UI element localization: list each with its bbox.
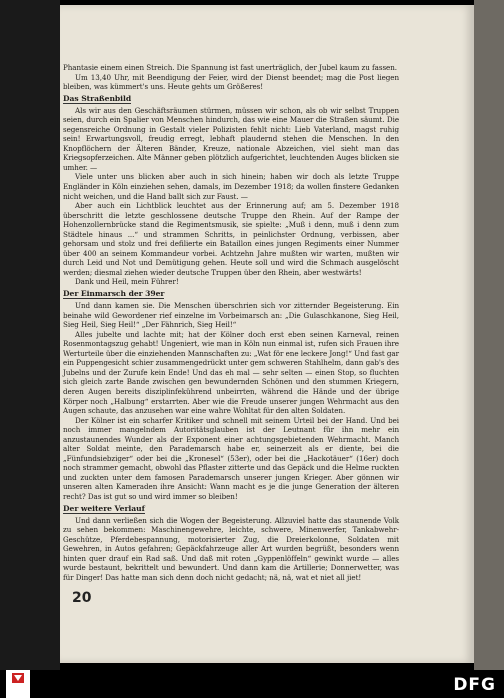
viewer-footer — [0, 670, 504, 698]
paragraph: Der Kölner ist ein scharfer Kritiker und schnell mit seinem Urteil bei der Hand. Und bei noch immer mangelndem Autoritätsglauben ist der Leutnant für ihn mehr ein anzustaunendes Wunder als der Exponent einer achtungsgebietenden Wehrmacht. Manch alter Soldat meinte, den Parademarsch habe er, seinerzeit als er diente, bei die „Fünfundsiebziger“ oder bei die „Kronesel“ (53er), oder bei die „Hackotäuer“ (16er) doch noch strammer gemacht, obwohl das Pflaster zitterte und das Gepäck und die Helme ruckten und zuckten unter dem famosen Parademarsch unserer jungen Krieger. Aber gönnen wir unseren alten Kameraden ihre Ansicht: Wann macht es je die junge Generation der älteren recht? Das ist gut so und wird immer so bleiben! — [63, 415, 399, 501]
section-heading: Der weitere Verlauf — [63, 503, 145, 513]
paragraph: Und dann verließen sich die Wogen der Begeisterung. Allzuviel hatte das staunende Volk zu sehen bekommen: Maschinengewehre, leichte, schwere, Minenwerfer, Tankabwehr-Geschütze, Pferdebespannung, motorisierter Zug, die Dreierkolonne, Soldaten mit Gewehren, in Autos gefahren; Gepäckfahrzeuge aller Art wurden begrüßt, besonders wenn hinten quer drauf ein Rad saß. Und daß mit roten „Gyppenlöffeln“ gewinkt wurde — alles wurde bestaunt, bekrittelt und bewundert. Und dann kam die Artillerie; Donnerwetter, was für Dinger! Das hatte man sich denn doch nicht gedacht; nä, nä, wat et niet all jiet! — [63, 515, 399, 582]
library-emblem-icon — [11, 672, 25, 684]
section-heading: Der Einmarsch der 39er — [63, 289, 165, 299]
scan-right-margin — [474, 0, 504, 670]
paragraph: Viele unter uns blicken aber auch in sich hinein; haben wir doch als letzte Truppe Engländer in Köln einziehen sehen, damals, im Dezember 1918; da wollen finstere Gedanken nicht weichen, und die Hand ballt sich zur Faust. — — [63, 172, 399, 201]
page-text — [63, 63, 399, 582]
dfg-logo: DFG — [453, 675, 496, 695]
library-logo — [6, 670, 30, 698]
scan-left-margin — [0, 0, 60, 670]
page-number: 20 — [72, 590, 92, 606]
paragraph: Dank und Heil, mein Führer! — [75, 277, 179, 287]
paragraph: Alles jubelte und lachte mit; hat der Kölner doch erst eben seinen Karneval, reinen Rosenmontagszug gehabt! Ungeniert, wie man in Köln nun einmal ist, rufen sich Frauen ihre Werturteile über die einziehenden Mannschaften zu: „Wat för ene leckere Jong!“ Und fast gar ein Puppengesicht schier zusammengedrückt unter gem schweren Stahlhelm, dann gab's des Jubelns und der Zurufe kein Ende! Und das eh mal — sehr selten — einen Stop, so fluchten sich gleich zarte Bande zwischen gen bewundernden Schönen und den stummen Kriegern, deren Augen bereits disziplinfekührend unbeirrten, während die Hände und der übrige Körper noch „Halbung“ erstarrten. Aber wie die Freude unserer jungen Wehrmacht aus den Augen schaute, das anzusehen war eine wahre Wohltat für den alten Soldaten. — [63, 329, 399, 416]
section-heading: Das Straßenbild — [63, 93, 132, 103]
paragraph: Aber auch ein Lichtblick leuchtet aus der Erinnerung auf; am 5. Dezember 1918 überschritt die letzte geschlossene deutsche Truppe den Rhein. Auf der Rampe der Hohenzollernbrücke stand die Regimentsmusik, sie spielte: „Muß i denn, muß i denn zum Städtele hinaus ...“ und strammen Schritts, in peinlichster Ordnung, verbissen, aber gehorsam und stolz und frei defilierte ein Bataillon eines jungen Regiments einer Nummer über 400 an seinem Kommandeur vorbei. Achtzehn Jahre mußten wir warten, mußten wir durch Leid und Not und Demütigung gehen. Heute soll und wird die Schmach ausgelöscht werden; diesmal ziehen wieder deutsche Truppen über den Rhein, aber westwärts! — [63, 201, 399, 277]
paragraph: Und dann kamen sie. Die Menschen überschrien sich vor zitternder Begeisterung. Ein beinahe wild Gewordener rief einzelne im Vorbeimarsch an: „Die Gulaschkanone, Sieg Heil, Sieg Heil, Sieg Heil!“ „Der Fähnrich, Sieg Heil!“ — [63, 301, 399, 330]
paragraph: Um 13,40 Uhr, mit Beendigung der Feier, wird der Dienst beendet; mag die Post liegen bleiben, was kümmert's uns. Heute gehts um Größeres! — [63, 72, 399, 92]
paragraph: Als wir aus den Geschäftsräumen stürmen, müssen wir schon, als ob wir selbst Truppen seien, durch ein Spalier von Menschen hindurch, das wie eine Mauer die Straßen säumt. Die segensreiche Ordnung in Gestalt vieler Polizisten fehlt nicht: Lieb Vaterland, magst ruhig sein! Erwartungsvoll, freudig erregt, lebhaft plaudernd stehen die Menschen. In den Knopflöchern der Älteren Bänder, Kreuze, nationale Abzeichen, viel sieht man das Kriegsopferzeichen. Alte Männer geben plötzlich aufgerichtet, leuchtenden Auges blicken sie umher. — — [63, 105, 399, 172]
paragraph: Phantasie einem einen Streich. Die Spannung ist fast unerträglich, der Jubel kaum zu fassen. — [63, 63, 398, 72]
